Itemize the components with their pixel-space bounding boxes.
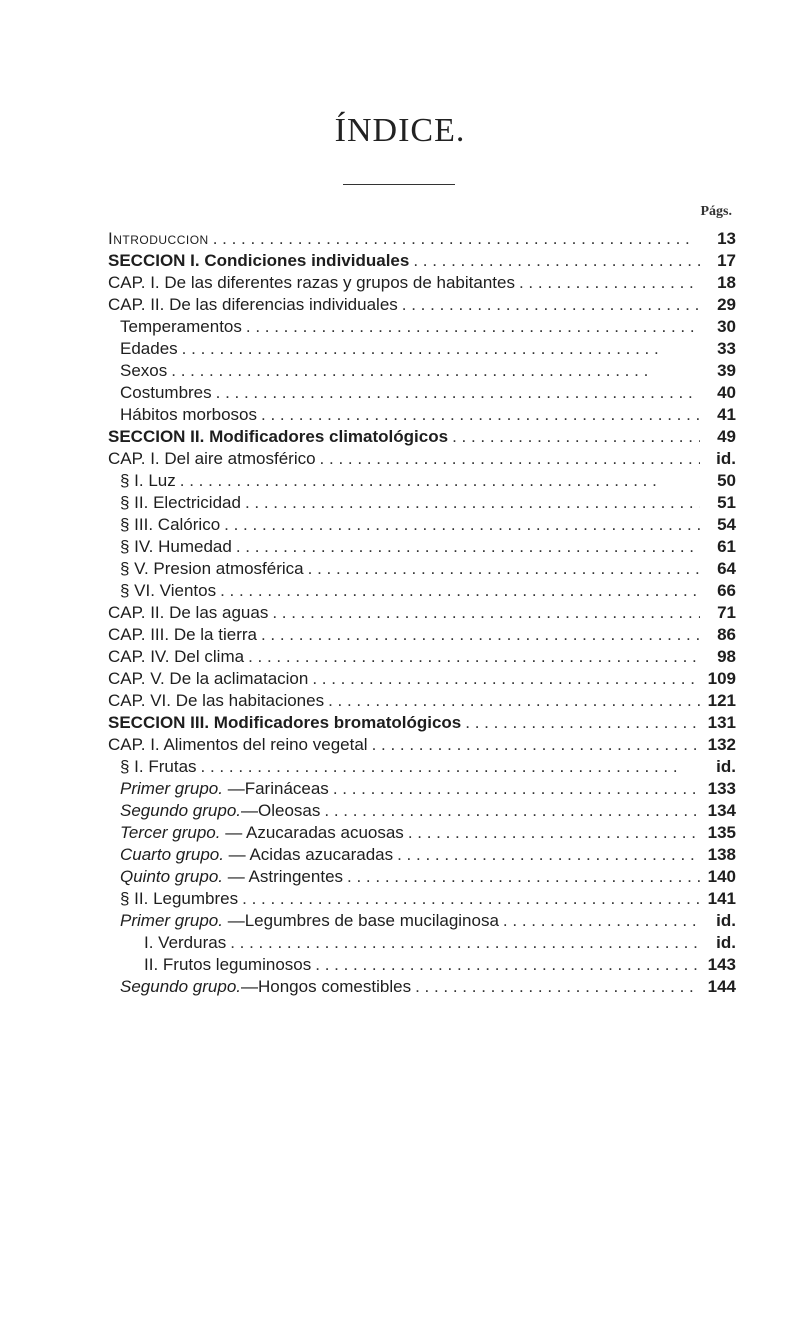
toc-entry — [108, 800, 736, 822]
dot-leader — [220, 514, 700, 536]
toc-entry-label — [108, 646, 244, 668]
toc-page-number: 133 — [707, 779, 736, 798]
toc-entry-title: Introduccion — [108, 229, 209, 248]
toc-entry-title: § I. Frutas — [120, 757, 197, 776]
dot-leader — [167, 360, 700, 382]
toc-entry-title: § VI. Vientos — [120, 581, 217, 600]
toc-entry-line — [108, 272, 736, 294]
toc-entry — [108, 646, 736, 668]
toc-entry — [108, 954, 736, 976]
toc-entry-line — [108, 536, 736, 558]
dot-leader — [320, 800, 700, 822]
toc-entry — [108, 778, 736, 800]
toc-entry — [108, 338, 736, 360]
toc-entry — [108, 910, 736, 932]
dot-leader — [212, 382, 700, 404]
toc-page-number: 49 — [717, 427, 736, 446]
toc-entry-subtitle: —Legumbres de base mucilaginosa — [222, 911, 499, 930]
toc-entry-line — [108, 470, 736, 492]
toc-entry-line — [108, 822, 736, 844]
toc-entry — [108, 470, 736, 492]
toc-entry-label — [108, 624, 257, 646]
toc-entry-label — [108, 250, 409, 272]
dot-leader — [268, 602, 700, 624]
toc-page-number: 30 — [717, 317, 736, 336]
toc-entry — [108, 822, 736, 844]
toc-page-number: 138 — [707, 845, 736, 864]
toc-entry-label — [120, 844, 393, 866]
dot-leader — [343, 866, 700, 888]
dot-leader — [329, 778, 700, 800]
toc-entry-title: I. Verduras — [144, 933, 227, 952]
toc-entry — [108, 360, 736, 382]
toc-page-number: 18 — [717, 273, 736, 292]
toc-entry — [108, 294, 736, 316]
dot-leader — [232, 536, 700, 558]
toc-page-number: id. — [716, 911, 736, 930]
toc-entry-line — [108, 668, 736, 690]
toc-entry-title: Primer grupo. — [120, 911, 223, 930]
toc-page-number: 86 — [717, 625, 736, 644]
toc-page-number: 61 — [717, 537, 736, 556]
dot-leader — [515, 272, 700, 294]
toc-entry — [108, 382, 736, 404]
toc-entry-line — [108, 756, 736, 778]
toc-entry-title: § II. Electricidad — [120, 493, 241, 512]
toc-entry-label — [108, 602, 268, 624]
toc-entry-title: § III. Calórico — [120, 515, 221, 534]
toc-entry — [108, 492, 736, 514]
toc-entry-title: CAP. VI. De las habitaciones — [108, 691, 325, 710]
dot-leader — [316, 448, 700, 470]
toc-entry-line — [108, 800, 736, 822]
dot-leader — [257, 404, 700, 426]
dot-leader — [368, 734, 700, 756]
toc-page-number: 50 — [717, 471, 736, 490]
toc-entry-label — [108, 272, 515, 294]
toc-page-number: 109 — [707, 669, 736, 688]
toc-entry-title: Primer grupo. — [120, 779, 223, 798]
dot-leader — [308, 668, 700, 690]
toc-entry-line — [108, 316, 736, 338]
page-title: ÍNDICE. — [334, 112, 466, 149]
toc-entry-label — [120, 976, 411, 998]
toc-entry-label — [120, 558, 304, 580]
toc-entry-label — [120, 404, 257, 426]
toc-entry-title: Sexos — [120, 361, 168, 380]
toc-entry-label — [120, 778, 329, 800]
toc-entry-subtitle: — Astringentes — [223, 867, 344, 886]
toc-entry — [108, 602, 736, 624]
toc-page-number: 121 — [707, 691, 736, 710]
dot-leader — [324, 690, 700, 712]
toc-entry-line — [108, 932, 736, 954]
toc-page-number: 98 — [717, 647, 736, 666]
toc-entry-line — [108, 558, 736, 580]
toc-entry-line — [108, 646, 736, 668]
toc-entry-title: CAP. I. Del aire atmosférico — [108, 449, 316, 468]
toc-entry-label — [120, 470, 176, 492]
toc-entry-line — [108, 690, 736, 712]
dot-leader — [311, 954, 700, 976]
toc-entry-title: CAP. V. De la aclimatacion — [108, 669, 309, 688]
toc-page-number: 140 — [707, 867, 736, 886]
toc-entry-label — [108, 690, 324, 712]
dot-leader — [244, 646, 700, 668]
toc-entry — [108, 844, 736, 866]
toc-page-number: 51 — [717, 493, 736, 512]
toc-entry — [108, 250, 736, 272]
toc-entry-line — [108, 624, 736, 646]
toc-entry-title: CAP. I. Alimentos del reino vegetal — [108, 735, 368, 754]
toc-entry-title: CAP. III. De la tierra — [108, 625, 257, 644]
toc-entry-label — [120, 580, 216, 602]
toc-entry-title: CAP. II. De las aguas — [108, 603, 269, 622]
toc-page-number: 135 — [707, 823, 736, 842]
dot-leader — [216, 580, 700, 602]
toc-entry — [108, 624, 736, 646]
dot-leader — [242, 316, 700, 338]
dot-leader — [411, 976, 700, 998]
toc-entry-title: § IV. Humedad — [120, 537, 232, 556]
dot-leader — [176, 470, 700, 492]
toc-entry-line — [108, 712, 736, 734]
toc-page-number: 29 — [717, 295, 736, 314]
toc-entry-line — [108, 602, 736, 624]
dot-leader — [209, 228, 700, 250]
toc-entry-label — [120, 360, 167, 382]
title-divider — [343, 184, 455, 185]
toc-entry-title: Segundo grupo. — [120, 801, 241, 820]
toc-entry-line — [108, 580, 736, 602]
toc-entry-line — [108, 954, 736, 976]
toc-entry-label — [108, 228, 209, 250]
toc-entry-title: Edades — [120, 339, 178, 358]
toc-entry — [108, 668, 736, 690]
toc-entry — [108, 316, 736, 338]
toc-entry-label — [120, 866, 343, 888]
toc-entry-title: § II. Legumbres — [120, 889, 239, 908]
toc-entry — [108, 734, 736, 756]
toc-entry-line — [108, 866, 736, 888]
toc-entry-line — [108, 382, 736, 404]
toc-entry-line — [108, 360, 736, 382]
toc-entry-line — [108, 250, 736, 272]
toc-entry-label — [120, 536, 232, 558]
toc-entry — [108, 866, 736, 888]
toc-entry-line — [108, 338, 736, 360]
toc-entry-line — [108, 910, 736, 932]
toc-entry — [108, 448, 736, 470]
toc-entry-label — [120, 492, 241, 514]
table-of-contents — [108, 228, 736, 998]
toc-entry-title: SECCION I. Condiciones individuales — [108, 251, 410, 270]
toc-entry-line — [108, 492, 736, 514]
toc-entry-title: Tercer grupo. — [120, 823, 221, 842]
toc-entry — [108, 426, 736, 448]
toc-entry-label — [108, 426, 448, 448]
dot-leader — [226, 932, 700, 954]
toc-entry-line — [108, 888, 736, 910]
toc-entry-line — [108, 426, 736, 448]
dot-leader — [393, 844, 700, 866]
toc-entry-label — [108, 294, 398, 316]
toc-entry — [108, 558, 736, 580]
toc-entry — [108, 756, 736, 778]
toc-entry — [108, 580, 736, 602]
toc-page-number: 143 — [707, 955, 736, 974]
toc-page-number: 132 — [707, 735, 736, 754]
toc-entry-title: II. Frutos leguminosos — [144, 955, 312, 974]
toc-entry — [108, 272, 736, 294]
toc-page-number: 33 — [717, 339, 736, 358]
toc-entry-title: Segundo grupo. — [120, 977, 241, 996]
dot-leader — [304, 558, 700, 580]
toc-page-number: 71 — [717, 603, 736, 622]
toc-entry-subtitle: —Oleosas — [241, 801, 321, 820]
toc-entry-line — [108, 844, 736, 866]
toc-page-number: 41 — [717, 405, 736, 424]
dot-leader — [409, 250, 700, 272]
toc-entry-line — [108, 294, 736, 316]
toc-page-number: 131 — [707, 713, 736, 732]
toc-entry-label — [144, 954, 311, 976]
toc-entry-label — [108, 734, 368, 756]
toc-page-number: 144 — [707, 977, 736, 996]
toc-page-number: 64 — [717, 559, 736, 578]
toc-entry-subtitle: — Azucaradas acuosas — [220, 823, 404, 842]
toc-entry-label — [120, 316, 242, 338]
toc-entry-title: Quinto grupo. — [120, 867, 224, 886]
toc-entry-label — [120, 338, 178, 360]
toc-entry — [108, 932, 736, 954]
toc-entry-label — [120, 910, 499, 932]
toc-page-number: 13 — [717, 229, 736, 248]
toc-entry — [108, 228, 736, 250]
dot-leader — [257, 624, 700, 646]
toc-entry-line — [108, 778, 736, 800]
toc-page-number: 134 — [707, 801, 736, 820]
toc-entry-line — [108, 514, 736, 536]
dot-leader — [499, 910, 700, 932]
toc-page-number: id. — [716, 449, 736, 468]
toc-page-number: 40 — [717, 383, 736, 402]
dot-leader — [241, 492, 700, 514]
dot-leader — [197, 756, 700, 778]
toc-entry-title: Cuarto grupo. — [120, 845, 224, 864]
toc-page-number: 54 — [717, 515, 736, 534]
toc-entry-title: CAP. IV. Del clima — [108, 647, 245, 666]
toc-entry-title: CAP. I. De las diferentes razas y grupos de habitantes — [108, 273, 515, 292]
toc-entry-label — [144, 932, 226, 954]
toc-entry-subtitle: — Acidas azucaradas — [223, 845, 394, 864]
toc-entry — [108, 888, 736, 910]
toc-entry-title: CAP. II. De las diferencias individuales — [108, 295, 398, 314]
toc-entry-label — [120, 800, 320, 822]
toc-entry-label — [120, 382, 212, 404]
toc-page-number: 141 — [707, 889, 736, 908]
toc-entry-label — [108, 712, 461, 734]
dot-leader — [238, 888, 700, 910]
dot-leader — [404, 822, 700, 844]
toc-entry-title: § I. Luz — [120, 471, 176, 490]
pages-column-header: Págs. — [700, 204, 732, 219]
toc-entry — [108, 690, 736, 712]
dot-leader — [398, 294, 700, 316]
toc-entry-line — [108, 976, 736, 998]
toc-entry-title: Costumbres — [120, 383, 212, 402]
toc-entry-line — [108, 404, 736, 426]
dot-leader — [448, 426, 700, 448]
toc-entry-label — [108, 668, 308, 690]
toc-entry-title: SECCION II. Modificadores climatológicos — [108, 427, 449, 446]
toc-entry-title: Hábitos morbosos — [120, 405, 258, 424]
toc-entry — [108, 536, 736, 558]
toc-entry — [108, 514, 736, 536]
toc-entry-label — [120, 888, 238, 910]
toc-entry-title: SECCION III. Modificadores bromatológicos — [108, 713, 462, 732]
toc-page-number: 17 — [717, 251, 736, 270]
toc-entry-label — [108, 448, 316, 470]
toc-entry-line — [108, 734, 736, 756]
toc-entry — [108, 976, 736, 998]
toc-entry-label — [120, 822, 404, 844]
toc-entry-label — [120, 756, 197, 778]
toc-entry-title: § V. Presion atmosférica — [120, 559, 304, 578]
dot-leader — [461, 712, 700, 734]
toc-entry-line — [108, 448, 736, 470]
toc-entry — [108, 404, 736, 426]
toc-page-number: id. — [716, 757, 736, 776]
toc-page-number: 66 — [717, 581, 736, 600]
toc-entry-line — [108, 228, 736, 250]
toc-entry-title: Temperamentos — [120, 317, 242, 336]
toc-entry-subtitle: —Hongos comestibles — [241, 977, 412, 996]
toc-entry-subtitle: —Farináceas — [222, 779, 329, 798]
toc-page-number: 39 — [717, 361, 736, 380]
toc-entry-label — [120, 514, 220, 536]
toc-page-number: id. — [716, 933, 736, 952]
dot-leader — [178, 338, 700, 360]
toc-entry — [108, 712, 736, 734]
